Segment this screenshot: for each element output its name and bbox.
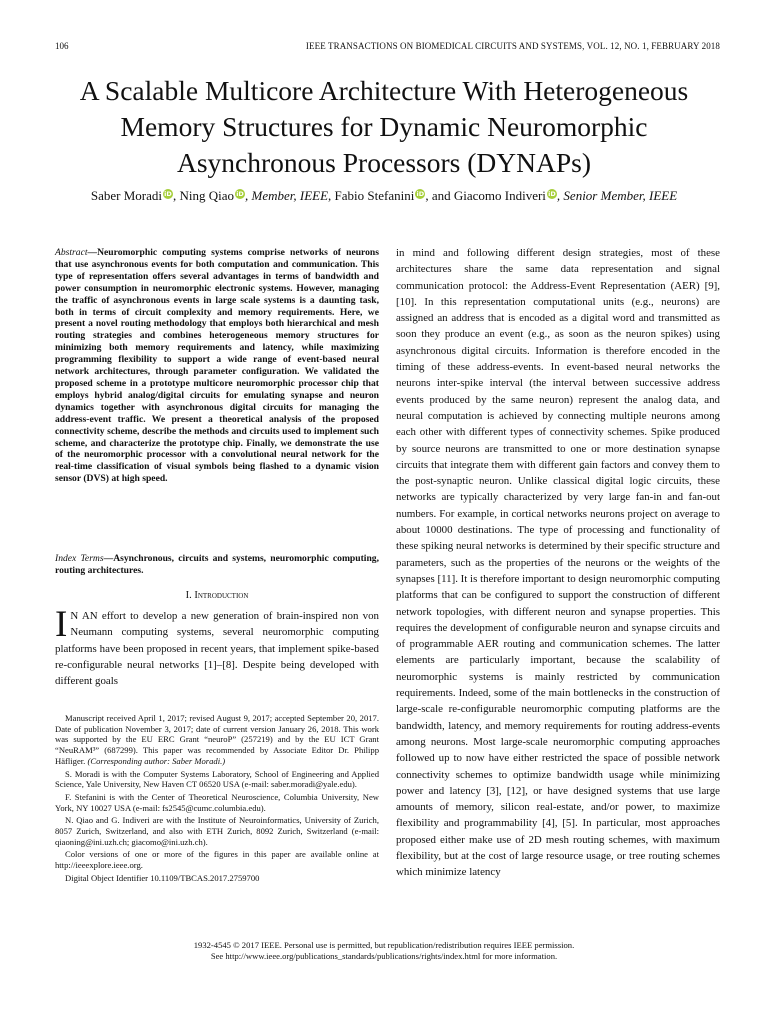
abstract-text: —Neuromorphic computing systems comprise networks of neurons that use asynchronous events for both computation and communication. This type of representation offers several advantages in terms of bandwidth and power consumption in neuromorphic electronic systems. However, managing the traffic of asynchronous events in large scale systems is a daunting task, both in terms of circuit complexity and memory requirements. Here, we present a novel routing methodology that employs both hierarchical and mesh routing strategies and combines heterogeneous memory structures for minimizing both memory requirements and latency, while maximizing programming flexibility to support a wide range of event-based neural network architectures, through parameter configuration. We validated the proposed scheme in a prototype multicore neuromorphic processor chip that employs hybrid analog/digital circuits for emulating synapse and neuron dynamics together with asynchronous digital circuits for managing the address-event traffic. We present a theoretical analysis of the proposed connectivity scheme, describe the methods and circuits used to implement such scheme, and characterize the prototype chip. Finally, we demonstrate the use of the neuromorphic processor with a convolutional neural network for the real-time classification of visual symbols being flashed to a dynamic vision sensor (DVS) at high speed.	[55, 247, 379, 485]
footnote: S. Moradi is with the Computer Systems Laboratory, School of Engineering and Applied Science, Yale University, New Haven CT 06520 USA (e-mail: saber.moradi@yale.edu).	[55, 768, 379, 790]
index-terms-text: —Asynchronous, circuits and systems, neuromorphic computing, routing architectures.	[55, 553, 379, 576]
intro-paragraph: N AN effort to develop a new generation of brain-inspired non von Neumann computing systems, several neuromorphic computing platforms have been proposed in recent years, that implement spike-based re-configurable neural networks [1]–[8]. Despite being developed with different goals	[55, 610, 379, 688]
orcid-icon[interactable]: iD	[164, 190, 172, 198]
footnote: Digital Object Identifier 10.1109/TBCAS.2017.2759700	[65, 872, 260, 883]
footnote: N. Qiao and G. Indiveri are with the Institute of Neuroinformatics, University of Zurich, 8057 Zurich, Switzerland, and also with ETH Zurich, 8092 Zurich, Switzerland (e-mail: qiaoning@ini.uzh.ch; giacomo@ini.uzh.ch).	[55, 815, 379, 847]
author-qiao: , Ning Qiao	[172, 188, 235, 203]
orcid-icon[interactable]: iD	[548, 190, 556, 198]
footnote: Manuscript received April 1, 2017; revised August 9, 2017; accepted September 20, 2017. Date of publication November 3, 2017; date of current version January 26, 2018. This work was supported by the EU ERC Grant “neuroP” (257219) and by the EU ICT Grant “NeuRAM³” (687299). This paper was recommended by Associate Editor Dr. Philipp Häfliger. (Corresponding author: Saber Moradi.)	[55, 713, 379, 766]
orcid-icon[interactable]: iD	[236, 190, 244, 198]
author-role: , Senior Member, IEEE	[556, 188, 678, 203]
author-indiveri: , and Giacomo Indiveri	[425, 188, 546, 203]
section-title: Introduction	[194, 590, 249, 601]
footnotes	[55, 713, 379, 886]
footnote: F. Stefanini is with the Center of Theoretical Neuroscience, Columbia University, New York, NY 10027 USA (e-mail: fs2545@cumc.columbia.edu).	[55, 791, 379, 813]
page-number: 106	[55, 41, 69, 51]
author-role: , Member, IEEE	[245, 188, 329, 203]
abstract	[55, 247, 379, 485]
author-list	[20, 188, 748, 204]
orcid-icon[interactable]: iD	[416, 190, 425, 198]
copyright-notice	[40, 940, 728, 962]
paper-title: A Scalable Multicore Architecture With Heterogeneous Memory Structures for Dynamic Neuromorphic Asynchronous Processors (DYNAPs)	[79, 75, 689, 178]
drop-cap: I	[55, 604, 68, 645]
copyright-line: 1932-4545 © 2017 IEEE. Personal use is permitted, but republication/redistribution requires IEEE permission.	[193, 940, 575, 950]
section-heading	[55, 590, 379, 601]
index-terms	[55, 553, 379, 577]
author-stefanini: , Fabio Stefanini	[328, 188, 415, 203]
right-column-text: in mind and following different design strategies, most of these architectures share the same data representation and signal communication protocol: the Address-Event Representation (AER) [9], [10]. In this representation computational units (e.g., neurons) are assigned an address that is encoded as a digital word and transmitted as soon they produce an event (e.g., as soon as the neuron spikes) using asynchronous digital circuits. Information is therefore encoded in the timing of these address-events. In event-based neural networks the neurons inter-spike interval (the interval between successive address events produced by the same neuron) represent the analog data, and neural computation is achieved by connecting multiple neurons among each other with different types of connectivity schemes. Spike produced by source neurons are transmitted to one or more destination synapse circuits that integrate them with different gain factors and convey them to the post-synaptic neuron. Unlike classical digital logic circuits, these networks are typically characterized by very large fan-in and fan-out numbers. For example, in cortical networks neurons project on average to about 10000 destinations. The type of processing and functionality of these spiking neural networks is determined by their specific structure and parameters, such as the properties of the neurons or the weights of the synapses [11]. It is therefore important to design neuromorphic computing platforms that can be configured to support the construction of different network topologies, with different neuron and synapse properties. This requires the development of configurable neuron and synapse circuits and of programmable AER routing and communication schemes. The latter elements are particularly important, because the scalability of neuromorphic systems is mainly restricted by communication requirements. Indeed, some of the main bottlenecks in the construction of large-scale re-configurable neuromorphic computing platforms are the bandwidth, latency, and memory requirements for routing address-events among neurons. Most large-scale neuromorphic computing approaches followed up to now have either restricted the space of possible network connectivity schemes to optimize bandwidth usage while minimizing power and latency [3], [12], or have designed systems that use large amounts of memory, silicon real-estate, and/or power, to maximize flexibility and programmability [4], [5]. In particular, most approaches proposed either make use of 2D mesh routing schemes, with maximum flexibility, but at the cost of large resource usage, or tree routing schemes which minimize latency	[396, 247, 720, 879]
footnote: Color versions of one or more of the figures in this paper are available online at http://ieeexplore.ieee.org.	[55, 849, 379, 871]
corresponding-author: (Corresponding author: Saber Moradi.)	[87, 755, 226, 766]
journal-header: IEEE TRANSACTIONS ON BIOMEDICAL CIRCUITS AND SYSTEMS, VOL. 12, NO. 1, FEBRUARY 2018	[305, 41, 720, 51]
abstract-label: Abstract	[55, 247, 88, 258]
index-terms-label: Index Terms	[55, 553, 104, 564]
introduction-text	[55, 604, 379, 689]
author-moradi: Saber Moradi	[90, 188, 162, 203]
copyright-link[interactable]: See http://www.ieee.org/publications_standards/publications/rights/index.html for more information.	[210, 951, 558, 961]
section-number: I.	[185, 590, 192, 601]
